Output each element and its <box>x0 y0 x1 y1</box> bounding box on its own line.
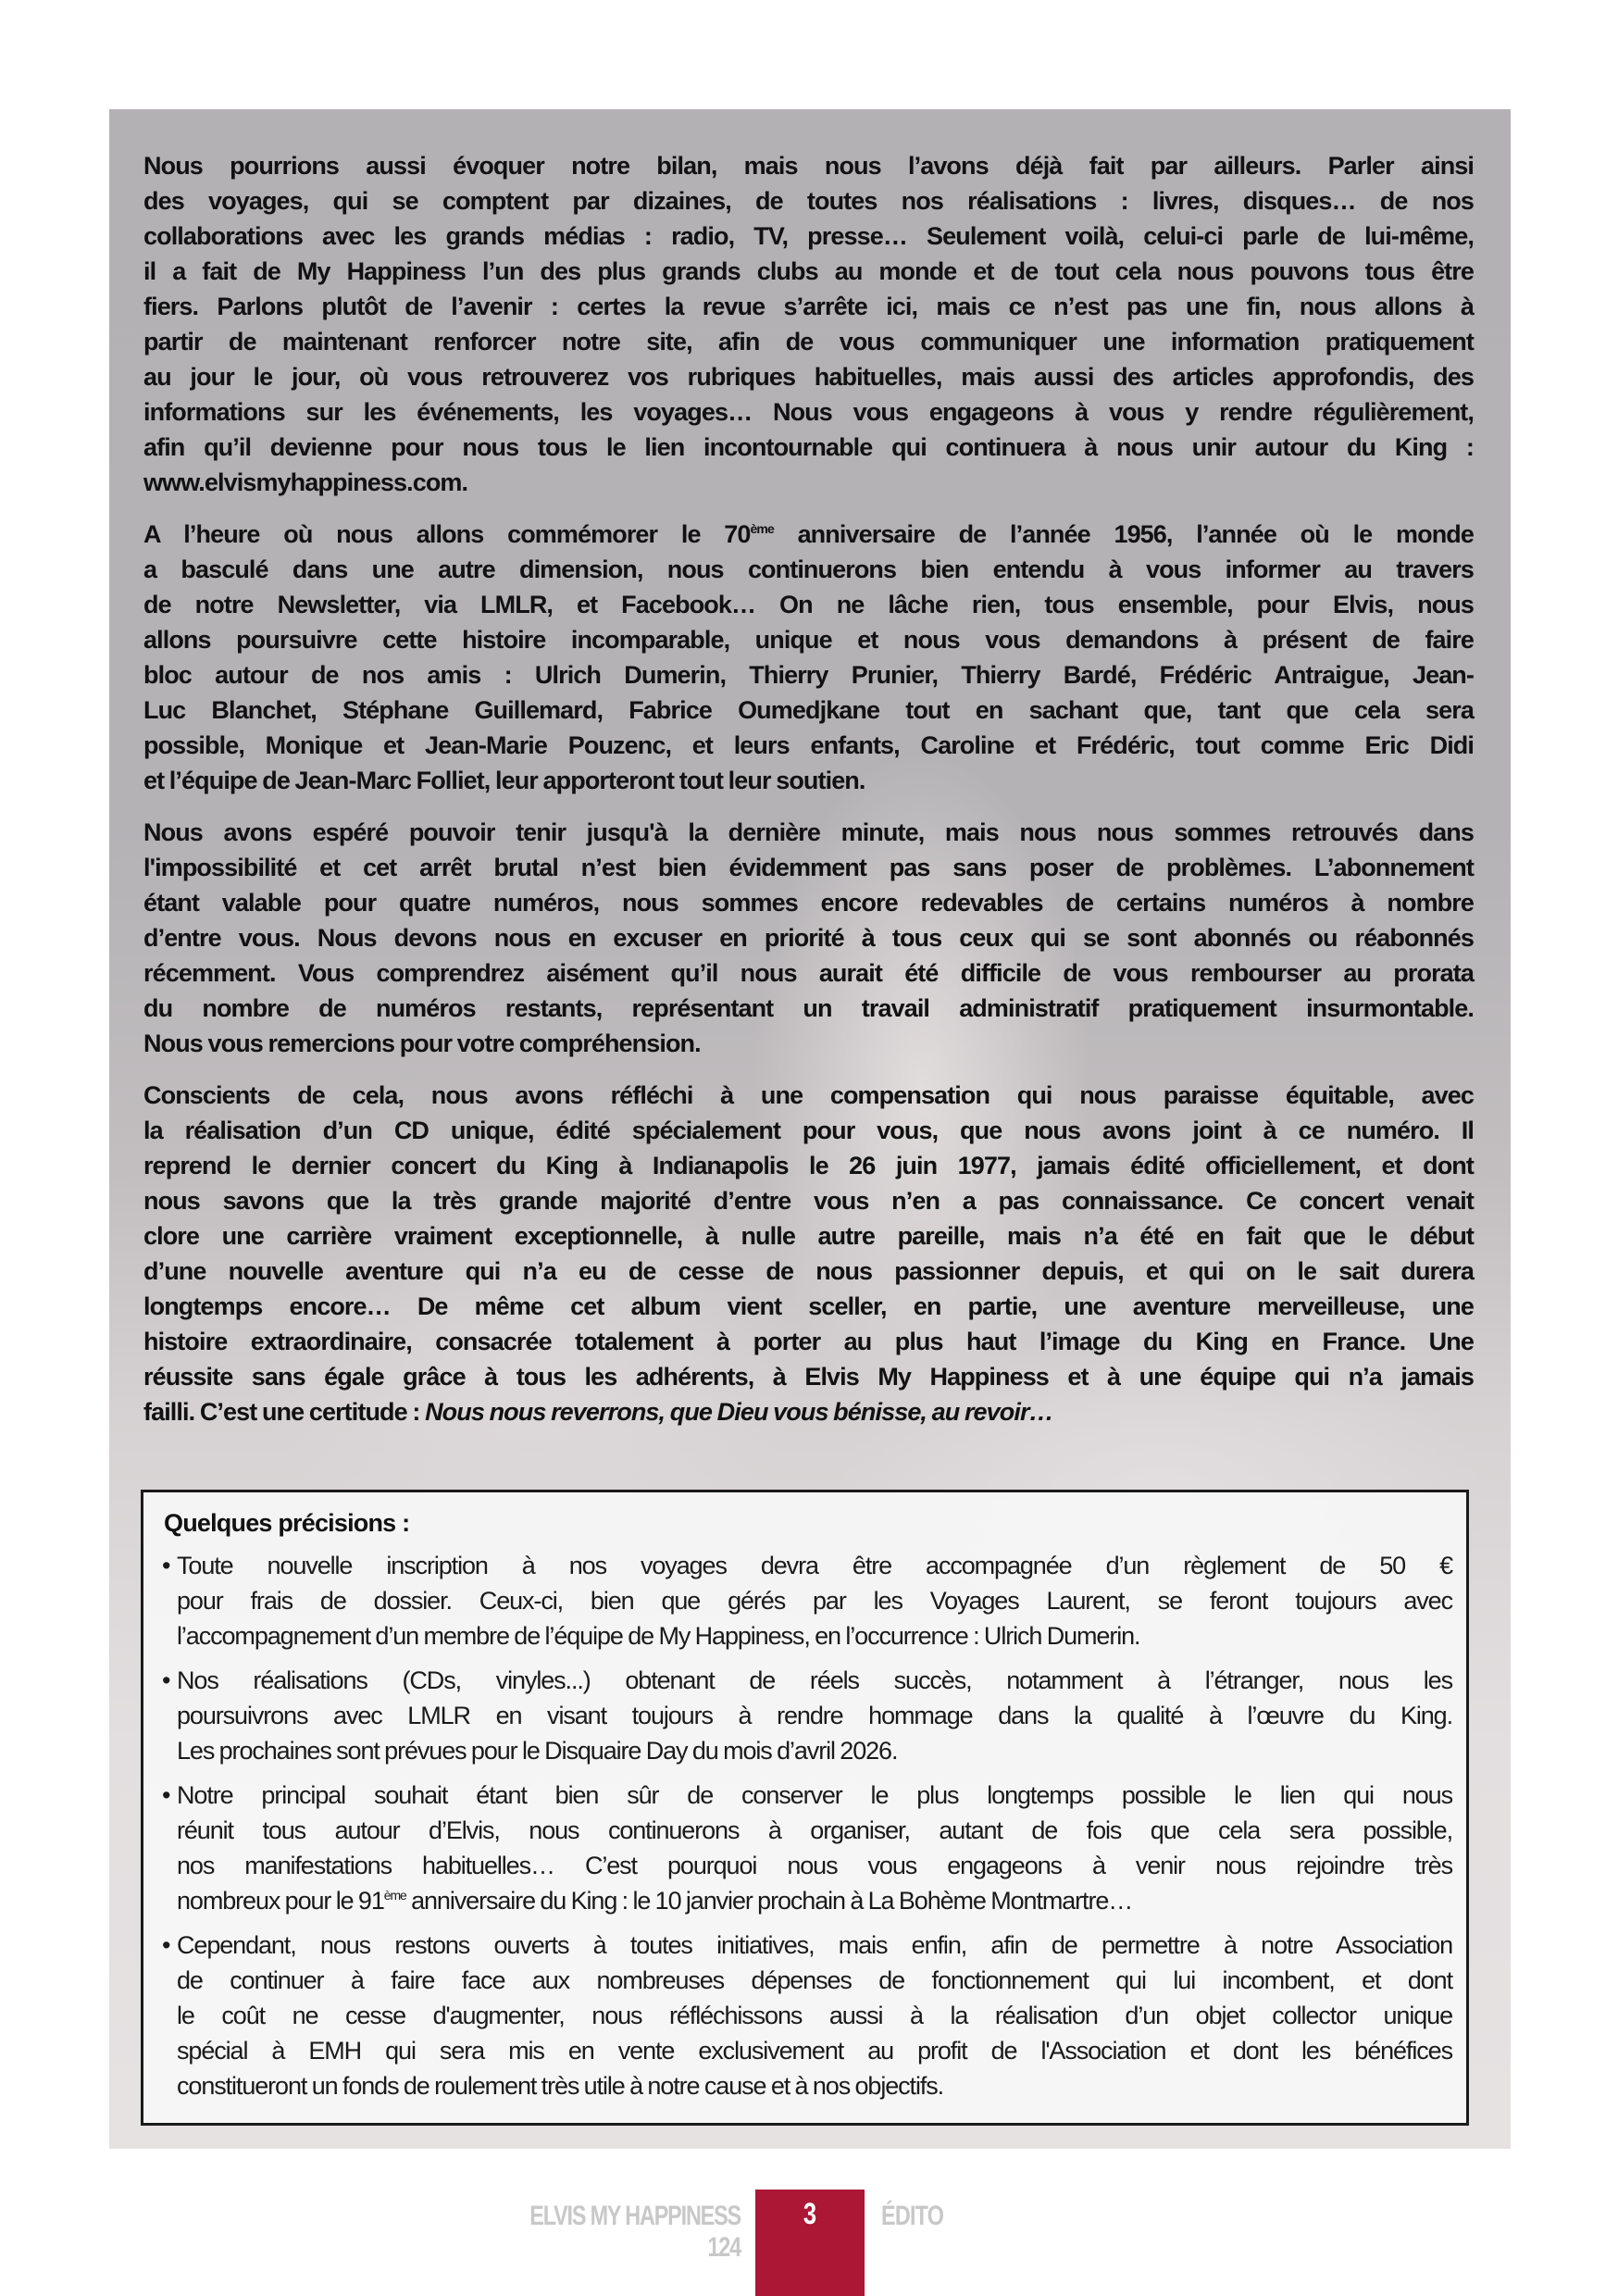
text-line: du nombre de numéros restants, représentant un travail administratif pratiquement insurmontable. <box>143 994 1474 1022</box>
text-line: spécial à EMH qui sera mis en vente exclusivement au profit de l'Association et dont les bénéfices <box>177 2037 1452 2065</box>
text-line: nos manifestations habituelles… C’est pourquoi nous vous engageons à venir nous rejoindre très <box>177 1852 1452 1879</box>
text-line: Cependant, nous restons ouverts à toutes initiatives, mais enfin, afin de permettre à notre Association <box>177 1931 1452 1959</box>
precisions-box <box>141 1490 1469 2126</box>
text-line: histoire extraordinaire, consacrée totalement à porter au plus haut l’image du King en France. Une <box>143 1328 1474 1355</box>
closing-italic: Nous nous reverrons, que Dieu vous bénisse, au revoir… <box>425 1398 1053 1426</box>
text-line: possible, Monique et Jean-Marie Pouzenc, et leurs enfants, Caroline et Frédéric, tout comme Eric Didi <box>143 731 1474 759</box>
text-line: réunit tous autour d’Elvis, nous continuerons à organiser, autant de fois que cela sera possible, <box>177 1816 1452 1844</box>
bullet-icon: • <box>162 1931 171 1959</box>
text-segment: nombreux pour le 91 <box>177 1887 384 1915</box>
text-line: Toute nouvelle inscription à nos voyages devra être accompagnée d’un règlement de 50 € <box>177 1552 1452 1579</box>
section-name: ÉDITO <box>881 2201 944 2231</box>
background-photo-panel <box>109 109 1511 2149</box>
text-line: allons poursuivre cette histoire incomparable, unique et nous vous demandons à présent de faire <box>143 626 1474 654</box>
text-line: reprend le dernier concert du King à Indianapolis le 26 juin 1977, jamais édité officiellement, et dont <box>143 1152 1474 1179</box>
box-title: Quelques précisions : <box>164 1509 410 1537</box>
text-line: l'impossibilité et cet arrêt brutal n’est bien évidemment pas sans poser de problèmes. L’abonnement <box>143 854 1474 881</box>
text-line: de notre Newsletter, via LMLR, et Facebook… On ne lâche rien, tous ensemble, pour Elvis, nous <box>143 591 1474 618</box>
text-line: de continuer à faire face aux nombreuses dépenses de fonctionnement qui lui incombent, et dont <box>177 1966 1452 1994</box>
superscript: ème <box>383 1888 406 1903</box>
paragraph-anniversaire <box>143 517 1474 798</box>
text-line: bloc autour de nos amis : Ulrich Dumerin, Thierry Prunier, Thierry Bardé, Frédéric Antraigue, Jean- <box>143 661 1474 689</box>
text-line: réussite sans égale grâce à tous les adhérents, à Elvis My Happiness et à une équipe qui n’a jamais <box>143 1363 1474 1391</box>
page-number-box <box>755 2190 865 2296</box>
text-line: des voyages, qui se comptent par dizaines, de toutes nos réalisations : livres, disques… de nos <box>143 187 1474 215</box>
text-line: Nos réalisations (CDs, vinyles...) obtenant de réels succès, notamment à l’étranger, nous les <box>177 1666 1452 1694</box>
text-line: et l’équipe de Jean-Marc Folliet, leur apporteront tout leur soutien. <box>143 767 865 794</box>
text-line <box>143 1394 1474 1429</box>
text-line: le coût ne cesse d'augmenter, nous réfléchissons aussi à la réalisation d’un objet collector unique <box>177 2002 1452 2029</box>
publication-name: ELVIS MY HAPPINESS 124 <box>529 2201 741 2263</box>
text-line: la réalisation d’un CD unique, édité spécialement pour vous, que nous avons joint à ce numéro. Il <box>143 1117 1474 1144</box>
superscript: ème <box>750 521 774 536</box>
text-line: Nous avons espéré pouvoir tenir jusqu'à la dernière minute, mais nous nous sommes retrouvés dans <box>143 818 1474 846</box>
text-line: Nous vous remercions pour votre compréhension. <box>143 1029 701 1057</box>
paragraph-bilan <box>143 148 1474 500</box>
text-line: collaborations avec les grands médias : radio, TV, presse… Seulement voilà, celui-ci parle de lui-même, <box>143 222 1474 250</box>
text-line: Les prochaines sont prévues pour le Disquaire Day du mois d’avril 2026. <box>177 1737 898 1765</box>
text-line: pour frais de dossier. Ceux-ci, bien que gérés par les Voyages Laurent, se feront toujours avec <box>177 1587 1452 1615</box>
bullet-icon: • <box>162 1552 171 1579</box>
text-line <box>177 1883 1452 1918</box>
bullet-icon: • <box>162 1666 171 1694</box>
text-line: Notre principal souhait étant bien sûr de conserver le plus longtemps possible le lien qui nous <box>177 1781 1452 1809</box>
text-line: clore une carrière vraiment exceptionnelle, à nulle autre pareille, mais n’a été en fait que le début <box>143 1222 1474 1250</box>
text-segment: A l’heure où nous allons commémorer le 70 <box>143 520 751 548</box>
text-line: Nous pourrions aussi évoquer notre bilan, mais nous l’avons déjà fait par ailleurs. Parler ainsi <box>143 152 1474 180</box>
text-line: Conscients de cela, nous avons réfléchi à une compensation qui nous paraisse équitable, avec <box>143 1081 1474 1109</box>
paragraph-abonnement <box>143 815 1474 1061</box>
text-line: informations sur les événements, les voyages… Nous vous engageons à vous y rendre régulièrement, <box>143 398 1474 426</box>
paragraph-compensation <box>143 1078 1474 1429</box>
text-line: fiers. Parlons plutôt de l’avenir : certes la revue s’arrête ici, mais ce n’est pas une fin, nous allons à <box>143 293 1474 320</box>
text-line: afin qu’il devienne pour nous tous le lien incontournable qui continuera à nous unir autour du King : <box>143 433 1474 461</box>
text-line: au jour le jour, où vous retrouverez vos rubriques habituelles, mais aussi des articles approfondis, des <box>143 363 1474 391</box>
text-line: partir de maintenant renforcer notre site, afin de vous communiquer une information pratiquement <box>143 328 1474 356</box>
text-line: longtemps encore… De même cet album vient sceller, en partie, une aventure merveilleuse, une <box>143 1292 1474 1320</box>
bullet-icon: • <box>162 1781 171 1809</box>
text-line: nous savons que la très grande majorité d’entre vous n’en a pas connaissance. Ce concert venait <box>143 1187 1474 1215</box>
text-line: récemment. Vous comprendrez aisément qu’il nous aurait été difficile de vous rembourser au prorata <box>143 959 1474 987</box>
text-line: poursuivrons avec LMLR en visant toujours à rendre hommage dans la qualité à l’œuvre du King. <box>177 1702 1452 1729</box>
text-line: d’entre vous. Nous devons nous en excuser en priorité à tous ceux qui se sont abonnés ou réabonnés <box>143 924 1474 952</box>
text-line: a basculé dans une autre dimension, nous continuerons bien entendu à vous informer au travers <box>143 555 1474 583</box>
page-number: 3 <box>803 2197 817 2230</box>
text-line: Luc Blanchet, Stéphane Guillemard, Fabrice Oumedjkane tout en sachant que, tant que cela sera <box>143 696 1474 724</box>
text-segment: anniversaire du King : le 10 janvier prochain à La Bohème Montmartre… <box>405 1887 1133 1915</box>
text-line: constitueront un fonds de roulement très utile à notre cause et à nos objectifs. <box>177 2072 944 2100</box>
text-segment: failli. C’est une certitude : <box>143 1398 426 1426</box>
text-line: l’accompagnement d’un membre de l’équipe de My Happiness, en l’occurrence : Ulrich Dumerin. <box>177 1622 1140 1650</box>
text-line: d’une nouvelle aventure qui n’a eu de cesse de nous passionner depuis, et qui on le sait durera <box>143 1257 1474 1285</box>
website-link[interactable]: www.elvismyhappiness.com. <box>143 468 468 496</box>
text-line: il a fait de My Happiness l’un des plus grands clubs au monde et de tout cela nous pouvons tous être <box>143 257 1474 285</box>
text-line <box>143 517 1474 552</box>
text-line: étant valable pour quatre numéros, nous sommes encore redevables de certains numéros à nombre <box>143 889 1474 917</box>
text-segment: anniversaire de l’année 1956, l’année où le monde <box>773 520 1474 548</box>
